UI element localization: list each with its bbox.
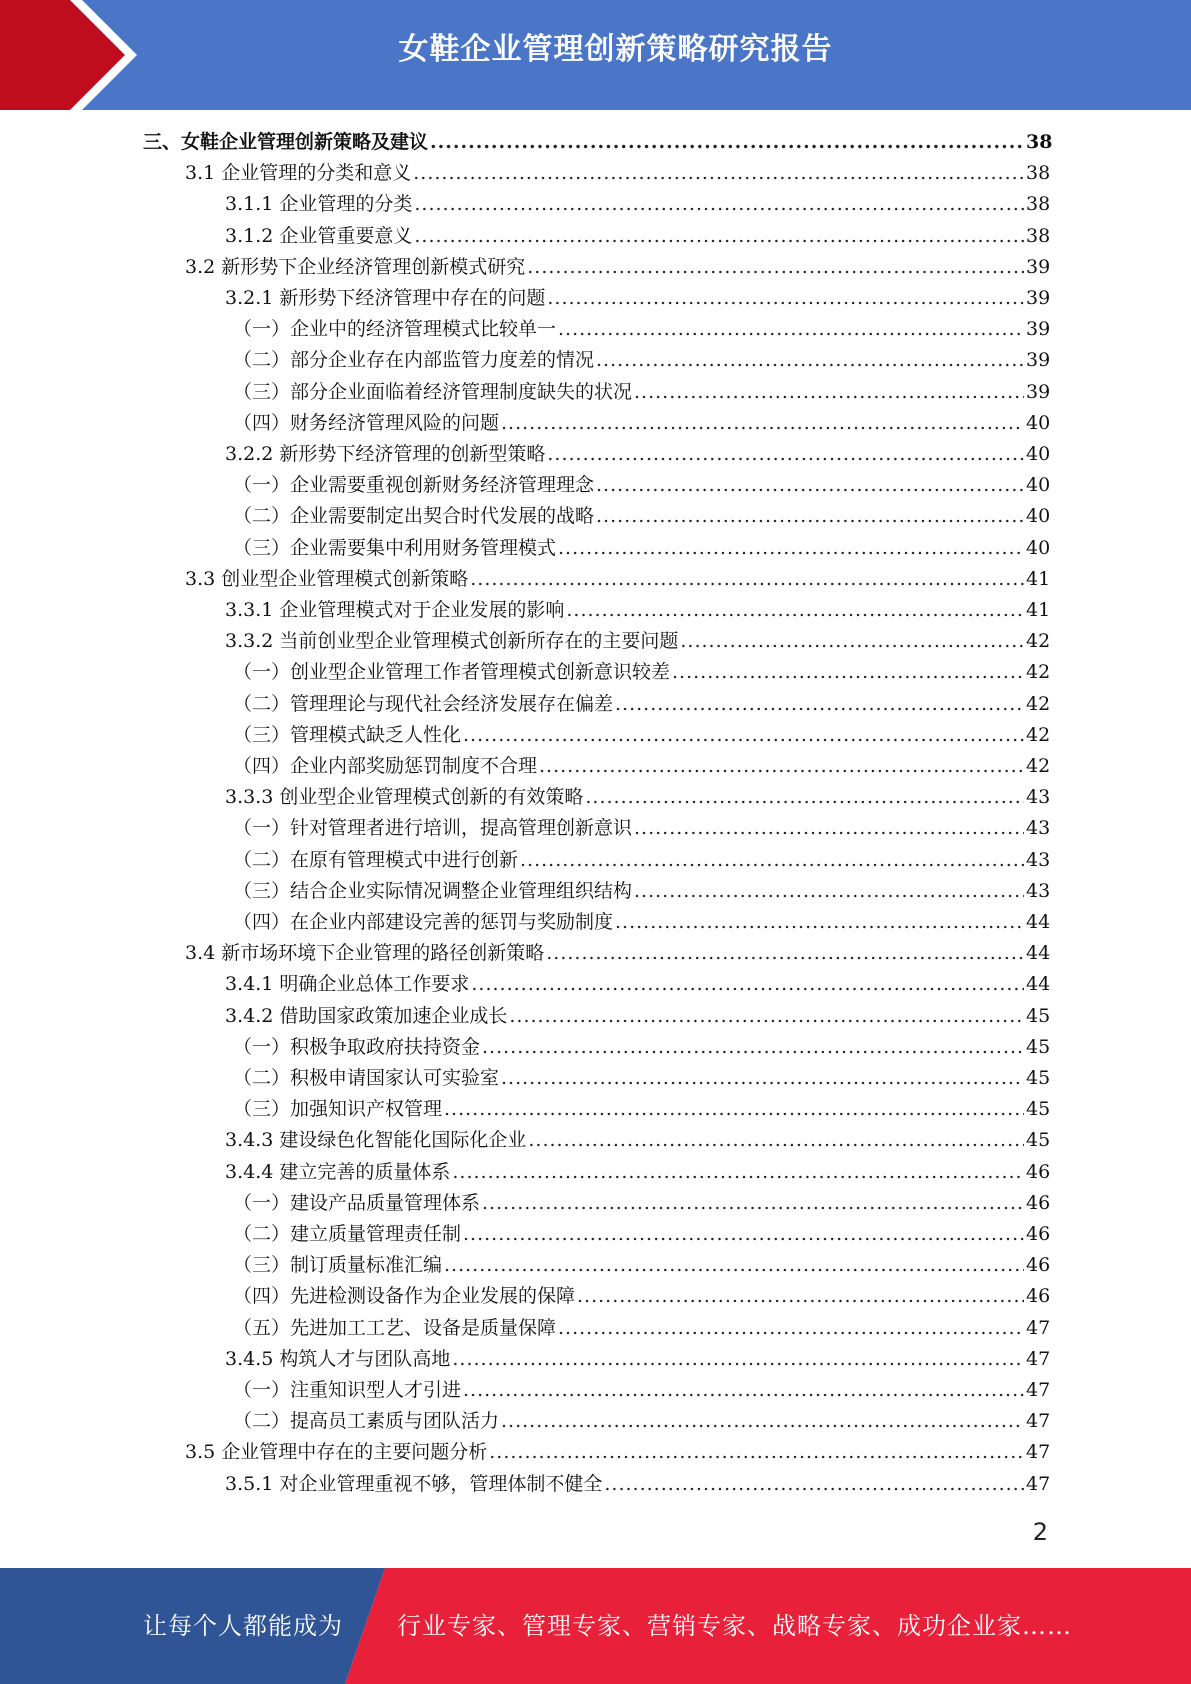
toc-entry-label: （二）在原有管理模式中进行创新 (233, 849, 519, 871)
toc-entry[interactable] (185, 252, 1051, 283)
toc-entry-label: 3.2 新形势下企业经济管理创新模式研究 (185, 256, 526, 278)
toc-entry[interactable] (225, 189, 1051, 220)
toc-entry-label: （三）管理模式缺乏人性化 (233, 724, 462, 746)
toc-entry[interactable] (233, 314, 1051, 345)
toc-entry-label: （二）积极申请国家认可实验室 (233, 1067, 500, 1089)
toc-entry-page: 38 (1026, 193, 1051, 215)
toc-entry-page: 41 (1026, 568, 1051, 590)
toc-entry[interactable] (225, 283, 1051, 314)
toc-entry[interactable] (185, 938, 1051, 969)
toc-entry-label: 3.4.1 明确企业总体工作要求 (225, 973, 470, 995)
toc-entry-page: 47 (1026, 1473, 1051, 1495)
toc-entry[interactable] (225, 1001, 1051, 1032)
toc-entry-page: 40 (1026, 505, 1051, 527)
toc-entry-label: 3.1.1 企业管理的分类 (225, 193, 413, 215)
toc-dot-leader (501, 1063, 1024, 1094)
toc-entry[interactable] (233, 1032, 1051, 1063)
toc-dot-leader (527, 252, 1024, 283)
toc-entry-page: 45 (1026, 1067, 1051, 1089)
toc-entry-label: （一）针对管理者进行培训，提高管理创新意识 (233, 817, 633, 839)
toc-dot-leader (501, 408, 1024, 439)
toc-entry[interactable] (233, 751, 1051, 782)
toc-entry[interactable] (225, 1469, 1051, 1500)
toc-dot-leader (482, 1032, 1024, 1063)
toc-dot-leader (558, 314, 1024, 345)
toc-entry-page: 42 (1026, 661, 1051, 683)
toc-entry[interactable] (225, 221, 1051, 252)
toc-entry-label: （一）企业中的经济管理模式比较单一 (233, 318, 557, 340)
footer-slogan-left: 让每个人都能成为 (143, 1612, 343, 1640)
toc-entry-label: 3.1.2 企业管重要意义 (225, 225, 413, 247)
toc-entry-label: （二）管理理论与现代社会经济发展存在偏差 (233, 693, 614, 715)
report-title: 女鞋企业管理创新策略研究报告 (398, 32, 833, 67)
toc-dot-leader (539, 751, 1024, 782)
report-footer (0, 1568, 1191, 1684)
toc-entry-page: 45 (1026, 1005, 1051, 1027)
toc-dot-leader (414, 189, 1024, 220)
toc-dot-leader (430, 127, 1024, 158)
toc-dot-leader (634, 813, 1024, 844)
toc-entry[interactable] (143, 127, 1053, 158)
toc-dot-leader (546, 938, 1024, 969)
toc-entry[interactable] (233, 813, 1051, 844)
toc-dot-leader (471, 969, 1024, 1000)
toc-entry[interactable] (233, 470, 1051, 501)
toc-entry-page: 40 (1026, 537, 1051, 559)
toc-entry-page: 43 (1026, 849, 1051, 871)
toc-entry-label: （四）财务经济管理风险的问题 (233, 412, 500, 434)
toc-entry-label: 3.5 企业管理中存在的主要问题分析 (185, 1441, 488, 1463)
toc-entry-label: （二）建立质量管理责任制 (233, 1223, 462, 1245)
toc-entry[interactable] (225, 969, 1051, 1000)
toc-entry-page: 42 (1026, 693, 1051, 715)
toc-dot-leader (615, 907, 1024, 938)
toc-entry-label: 3.4.3 建设绿色化智能化国际化企业 (225, 1129, 527, 1151)
toc-dot-leader (680, 626, 1024, 657)
toc-dot-leader (634, 876, 1024, 907)
toc-entry[interactable] (233, 1281, 1051, 1312)
toc-entry-label: 3.3.1 企业管理模式对于企业发展的影响 (225, 599, 565, 621)
toc-entry-page: 47 (1026, 1348, 1051, 1370)
toc-entry-page: 41 (1026, 599, 1051, 621)
toc-entry-page: 39 (1026, 256, 1051, 278)
toc-entry-label: （四）在企业内部建设完善的惩罚与奖励制度 (233, 911, 614, 933)
toc-dot-leader (482, 1188, 1024, 1219)
toc-entry[interactable] (233, 876, 1051, 907)
toc-entry-page: 46 (1026, 1192, 1051, 1214)
toc-entry-page: 39 (1026, 287, 1051, 309)
toc-entry[interactable] (225, 1125, 1051, 1156)
toc-entry-label: 3.3 创业型企业管理模式创新策略 (185, 568, 469, 590)
toc-dot-leader (566, 595, 1024, 626)
toc-entry-label: （三）加强知识产权管理 (233, 1098, 443, 1120)
toc-entry-label: （三）企业需要集中利用财务管理模式 (233, 537, 557, 559)
toc-entry-label: 三、女鞋企业管理创新策略及建议 (143, 131, 429, 153)
toc-entry-label: 3.4.5 构筑人才与团队高地 (225, 1348, 451, 1370)
toc-entry-page: 47 (1026, 1379, 1051, 1401)
toc-dot-leader (501, 1406, 1024, 1437)
toc-dot-leader (509, 1001, 1024, 1032)
toc-dot-leader (596, 501, 1024, 532)
toc-entry[interactable] (233, 1219, 1051, 1250)
toc-dot-leader (463, 720, 1024, 751)
toc-entry[interactable] (233, 1375, 1051, 1406)
toc-entry[interactable] (233, 377, 1051, 408)
toc-entry[interactable] (233, 907, 1051, 938)
toc-dot-leader (528, 1125, 1024, 1156)
toc-entry-page: 45 (1026, 1129, 1051, 1151)
toc-dot-leader (470, 564, 1024, 595)
toc-dot-leader (463, 1219, 1024, 1250)
toc-entry[interactable] (185, 564, 1051, 595)
toc-entry-label: （二）部分企业存在内部监管力度差的情况 (233, 349, 595, 371)
toc-dot-leader (604, 1469, 1024, 1500)
toc-entry-label: （一）创业型企业管理工作者管理模式创新意识较差 (233, 661, 671, 683)
toc-dot-leader (547, 439, 1024, 470)
toc-entry-label: （二）提高员工素质与团队活力 (233, 1410, 500, 1432)
toc-entry[interactable] (225, 595, 1051, 626)
toc-dot-leader (577, 1281, 1024, 1312)
toc-entry[interactable] (233, 1094, 1051, 1125)
toc-dot-leader (444, 1250, 1024, 1281)
toc-dot-leader (672, 657, 1024, 688)
toc-entry-label: 3.1 企业管理的分类和意义 (185, 162, 412, 184)
toc-dot-leader (558, 1313, 1024, 1344)
toc-entry-label: （三）制订质量标准汇编 (233, 1254, 443, 1276)
toc-entry[interactable] (233, 408, 1051, 439)
toc-entry-page: 39 (1026, 318, 1051, 340)
toc-entry-page: 43 (1026, 817, 1051, 839)
toc-entry[interactable] (233, 1313, 1051, 1344)
toc-entry-page: 40 (1026, 443, 1051, 465)
toc-entry-page: 46 (1026, 1254, 1051, 1276)
toc-entry[interactable] (233, 533, 1051, 564)
toc-dot-leader (414, 221, 1024, 252)
toc-entry-label: 3.4 新市场环境下企业管理的路径创新策略 (185, 942, 545, 964)
toc-entry-label: 3.3.3 创业型企业管理模式创新的有效策略 (225, 786, 584, 808)
toc-dot-leader (520, 845, 1024, 876)
toc-entry-page: 43 (1026, 880, 1051, 902)
toc-dot-leader (413, 158, 1024, 189)
toc-entry-page: 44 (1026, 911, 1051, 933)
toc-entry-page: 40 (1026, 474, 1051, 496)
toc-entry[interactable] (225, 626, 1051, 657)
toc-dot-leader (634, 377, 1024, 408)
toc-dot-leader (463, 1375, 1024, 1406)
report-header (0, 0, 1191, 110)
toc-entry-page: 38 (1026, 131, 1053, 153)
toc-entry-page: 47 (1026, 1441, 1051, 1463)
toc-entry-label: （一）积极争取政府扶持资金 (233, 1036, 481, 1058)
toc-entry[interactable] (233, 1188, 1051, 1219)
toc-dot-leader (547, 283, 1024, 314)
toc-dot-leader (452, 1157, 1024, 1188)
toc-entry-label: （二）企业需要制定出契合时代发展的战略 (233, 505, 595, 527)
toc-entry[interactable] (225, 782, 1051, 813)
toc-entry-label: （一）建设产品质量管理体系 (233, 1192, 481, 1214)
toc-dot-leader (489, 1437, 1024, 1468)
toc-entry-page: 44 (1026, 973, 1051, 995)
toc-entry-page: 46 (1026, 1223, 1051, 1245)
toc-dot-leader (615, 689, 1024, 720)
toc-entry-label: （五）先进加工工艺、设备是质量保障 (233, 1317, 557, 1339)
toc-entry-label: 3.2.1 新形势下经济管理中存在的问题 (225, 287, 546, 309)
toc-entry-label: （四）企业内部奖励惩罚制度不合理 (233, 755, 538, 777)
footer-slogan-right: 行业专家、管理专家、营销专家、战略专家、成功企业家…… (397, 1612, 1072, 1640)
toc-entry[interactable] (233, 845, 1051, 876)
toc-entry-page: 43 (1026, 786, 1051, 808)
toc-entry[interactable] (233, 501, 1051, 532)
toc-entry[interactable] (233, 1250, 1051, 1281)
toc-dot-leader (585, 782, 1024, 813)
toc-entry-page: 46 (1026, 1285, 1051, 1307)
toc-dot-leader (596, 345, 1024, 376)
toc-entry[interactable] (225, 1344, 1051, 1375)
toc-entry[interactable] (225, 439, 1051, 470)
toc-entry-label: （一）企业需要重视创新财务经济管理理念 (233, 474, 595, 496)
toc-entry[interactable] (185, 1437, 1051, 1468)
toc-entry-page: 47 (1026, 1317, 1051, 1339)
toc-entry[interactable] (233, 720, 1051, 751)
toc-entry-label: 3.2.2 新形势下经济管理的创新型策略 (225, 443, 546, 465)
toc-entry-page: 44 (1026, 942, 1051, 964)
toc-entry-label: （一）注重知识型人才引进 (233, 1379, 462, 1401)
page-number: 2 (1032, 1518, 1048, 1546)
toc-entry-page: 42 (1026, 755, 1051, 777)
toc-entry[interactable] (233, 345, 1051, 376)
toc-entry-page: 45 (1026, 1036, 1051, 1058)
toc-entry-label: 3.3.2 当前创业型企业管理模式创新所存在的主要问题 (225, 630, 679, 652)
toc-entry-page: 42 (1026, 724, 1051, 746)
toc-entry-page: 40 (1026, 412, 1051, 434)
toc-dot-leader (444, 1094, 1024, 1125)
toc-entry-page: 39 (1026, 381, 1051, 403)
toc-entry-label: （四）先进检测设备作为企业发展的保障 (233, 1285, 576, 1307)
toc-entry-label: （三）部分企业面临着经济管理制度缺失的状况 (233, 381, 633, 403)
toc-entry[interactable] (225, 1157, 1051, 1188)
toc-entry-label: （三）结合企业实际情况调整企业管理组织结构 (233, 880, 633, 902)
toc-entry-page: 47 (1026, 1410, 1051, 1432)
toc-entry[interactable] (233, 657, 1051, 688)
toc-entry-page: 38 (1026, 162, 1051, 184)
toc-entry-page: 45 (1026, 1098, 1051, 1120)
toc-entry[interactable] (233, 689, 1051, 720)
toc-entry[interactable] (185, 158, 1051, 189)
toc-dot-leader (596, 470, 1024, 501)
toc-entry-page: 39 (1026, 349, 1051, 371)
toc-entry-label: 3.5.1 对企业管理重视不够，管理体制不健全 (225, 1473, 603, 1495)
toc-entry-page: 46 (1026, 1161, 1051, 1183)
toc-dot-leader (452, 1344, 1024, 1375)
toc-dot-leader (558, 533, 1024, 564)
toc-entry[interactable] (233, 1063, 1051, 1094)
toc-entry[interactable] (233, 1406, 1051, 1437)
toc-entry-label: 3.4.4 建立完善的质量体系 (225, 1161, 451, 1183)
toc-entry-page: 42 (1026, 630, 1051, 652)
toc-entry-page: 38 (1026, 225, 1051, 247)
toc-entry-label: 3.4.2 借助国家政策加速企业成长 (225, 1005, 508, 1027)
